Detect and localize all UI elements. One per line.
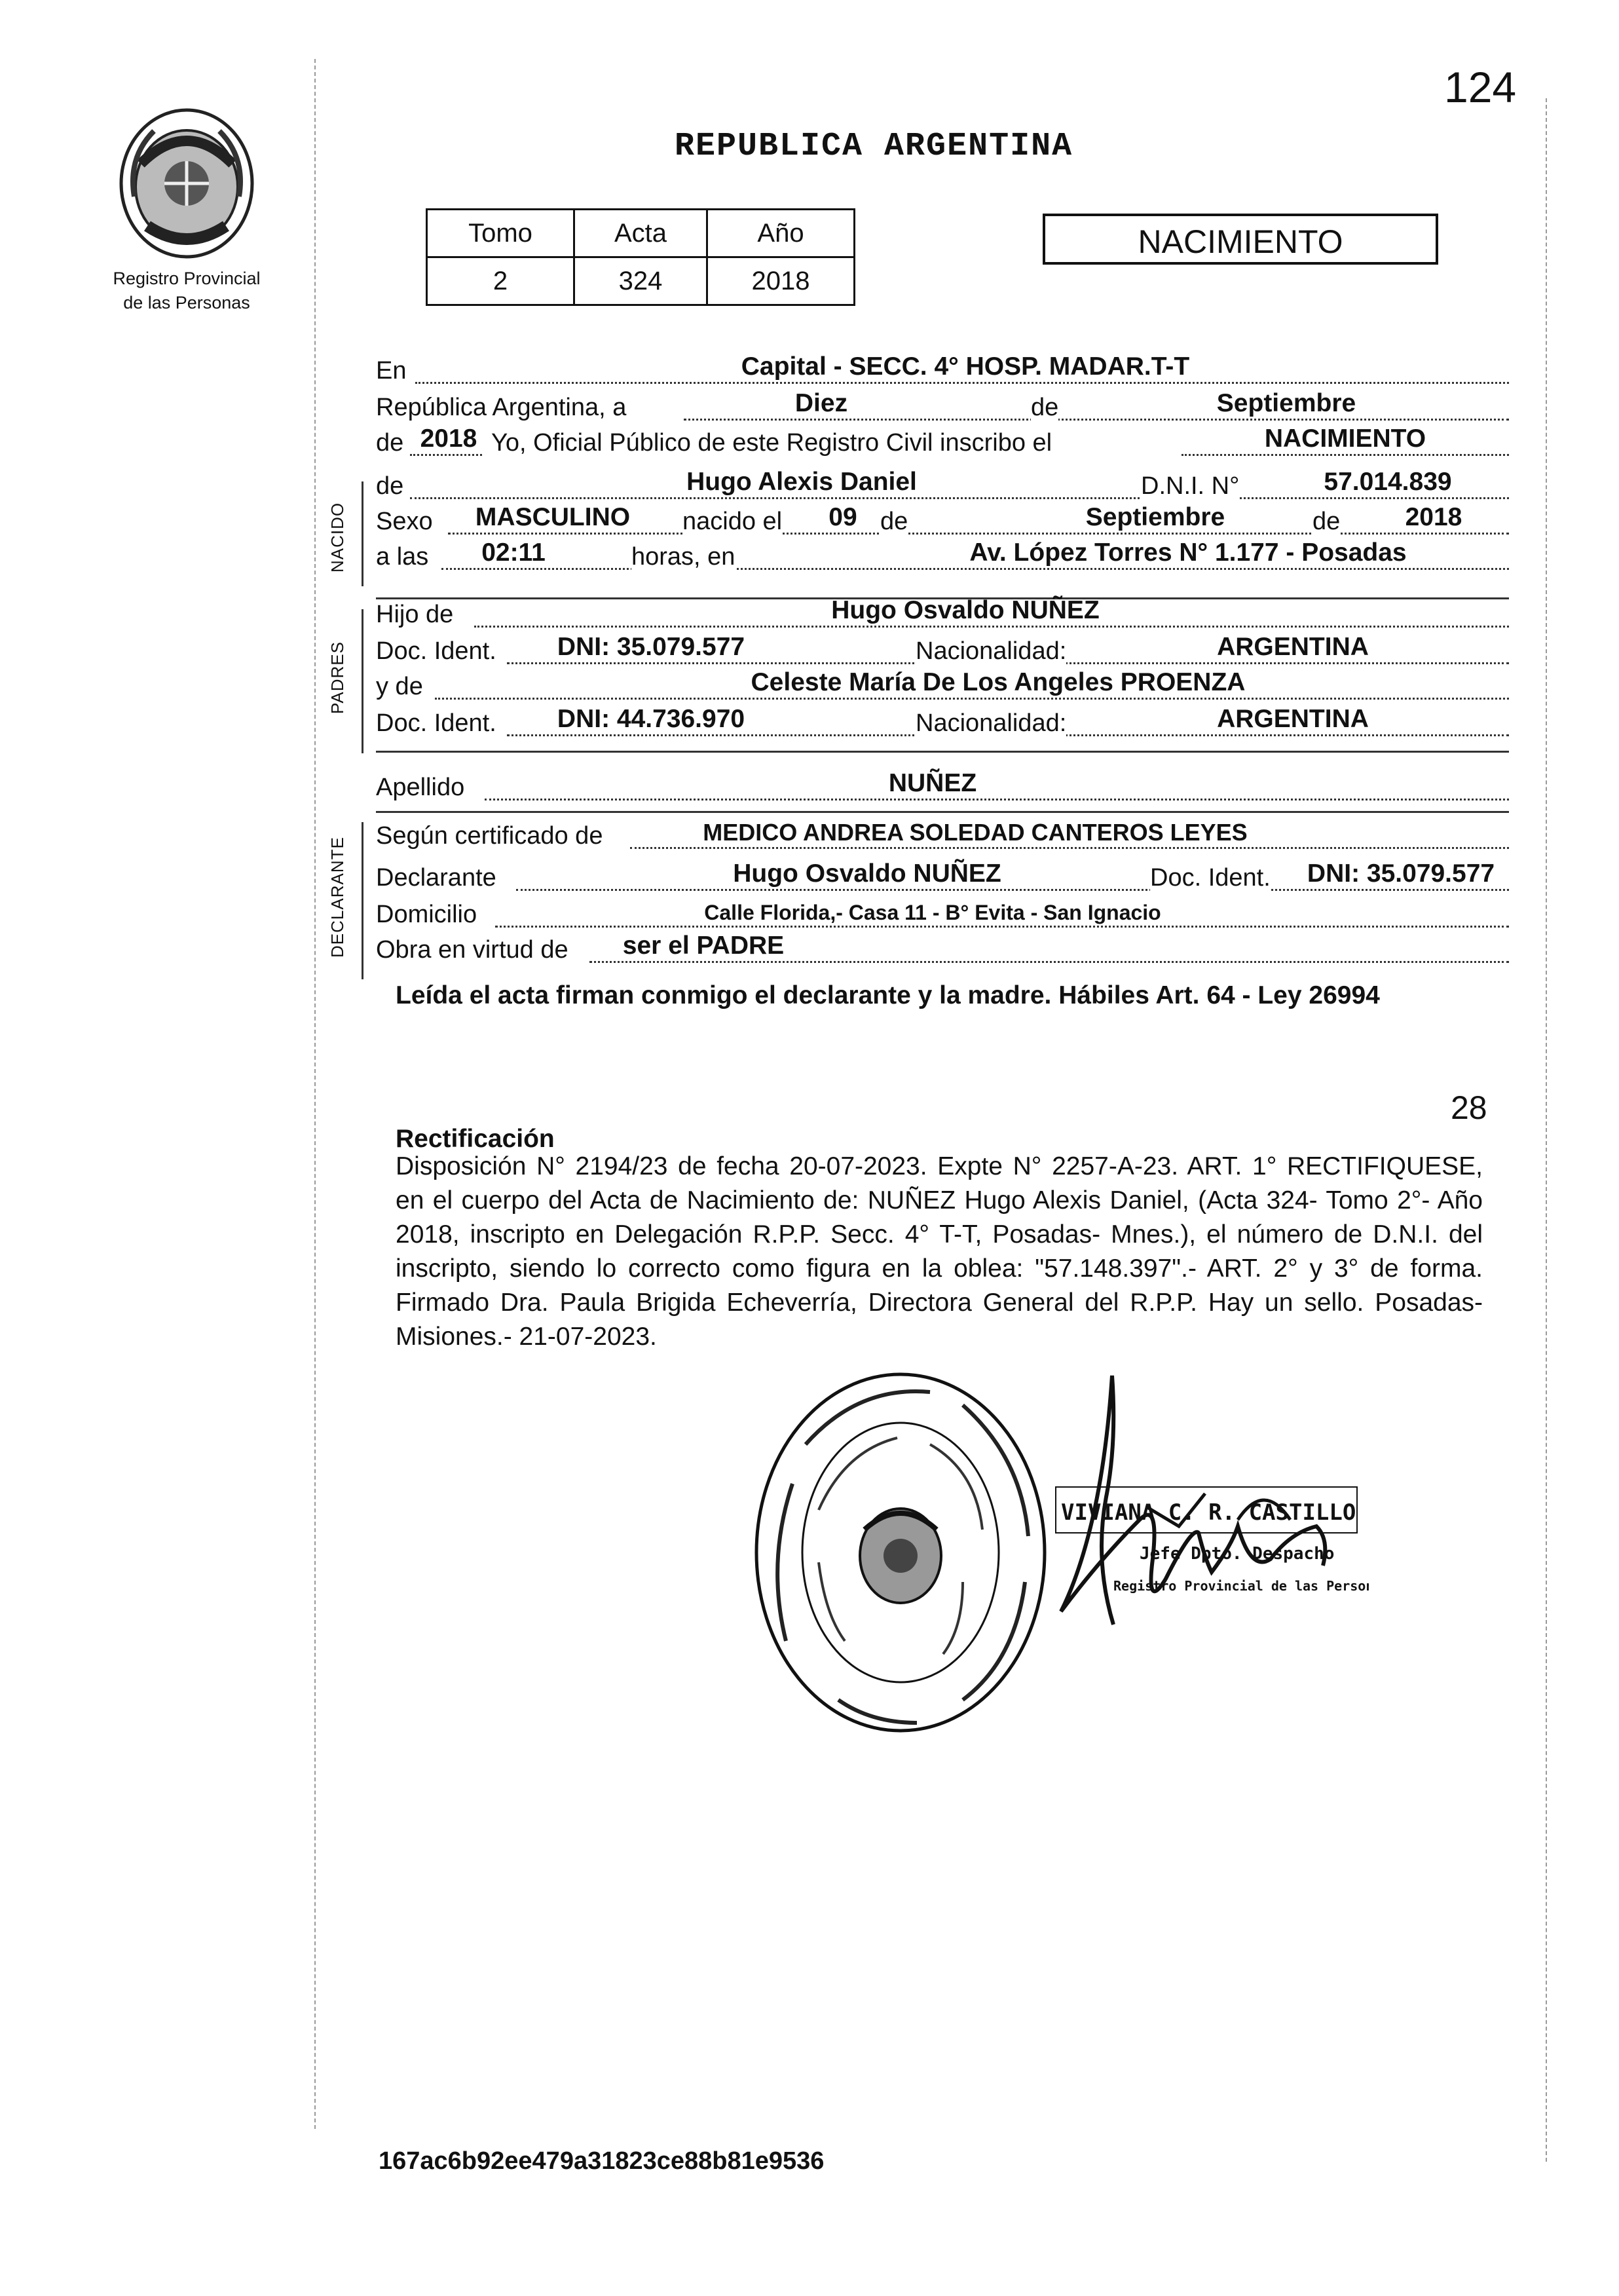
- value-father-nationality: ARGENTINA: [1217, 633, 1369, 661]
- row-inscribo: [376, 426, 1509, 460]
- rectification-number: 28: [1451, 1089, 1487, 1126]
- label-horas-en: horas, en: [631, 543, 735, 571]
- label-nationality-father: Nacionalidad:: [916, 637, 1067, 665]
- row-madre-doc: [376, 706, 1509, 740]
- section-label-nacido: NACIDO: [327, 502, 347, 573]
- value-tomo: 2: [427, 257, 574, 305]
- seal-stamp-icon: [747, 1366, 1054, 1739]
- value-anio: 2018: [707, 257, 855, 305]
- value-dni: 57.014.839: [1324, 468, 1452, 496]
- rectification-text: Disposición N° 2194/23 de fecha 20-07-2023. Expte N° 2257-A-23. ART. 1° RECTIFIQUESE, en el cuerpo del Acta de Nacimiento de: NUÑEZ Hugo Alexis Daniel, (Acta 324- Tomo 2°- Año 2018, inscripto en Delegación R.P.P. Secc. 4° T-T, Posadas- Mnes.), el número de D.N.I. del inscripto, siendo lo correcto como figura en la oblea: "57.148.397".- ART. 2° y 3° de forma. Firmado Dra. Paula Brigida Echeverría, Directora General del R.P.P. Hay un sello. Posadas- Misiones.- 21-07-2023.: [396, 1152, 1483, 1351]
- label-nacido-el: nacido el: [682, 508, 783, 535]
- value-sexo: MASCULINO: [475, 503, 631, 531]
- section-bar-nacido: [362, 481, 363, 586]
- label-dni: D.N.I. N°: [1141, 472, 1240, 500]
- label-de-month: de: [1031, 394, 1059, 421]
- row-obra: [376, 933, 1509, 967]
- row-domicilio: [376, 897, 1509, 932]
- label-domicilio: Domicilio: [376, 901, 477, 928]
- header-tomo: Tomo: [427, 210, 574, 257]
- value-birth-day: 09: [828, 503, 857, 531]
- label-segun-certificado: Según certificado de: [376, 822, 603, 850]
- value-place-registration: Capital - SECC. 4° HOSP. MADAR.T-T: [741, 352, 1190, 381]
- section-bar-padres: [362, 609, 363, 753]
- value-mother-nationality: ARGENTINA: [1217, 705, 1369, 733]
- divider-padres: [376, 751, 1509, 753]
- value-declarante-doc: DNI: 35.079.577: [1307, 859, 1495, 888]
- row-declarante: [376, 861, 1509, 895]
- label-apellido: Apellido: [376, 774, 465, 801]
- label-yo-oficial: Yo, Oficial Público de este Registro Civil inscribo el: [491, 429, 1052, 457]
- handwritten-signature-icon: [1041, 1363, 1369, 1664]
- value-mother-doc: DNI: 44.736.970: [557, 705, 745, 733]
- record-table: [426, 208, 855, 306]
- label-hijo-de: Hijo de: [376, 601, 454, 628]
- value-birth-year: 2018: [1405, 503, 1462, 531]
- label-a-las: a las: [376, 543, 429, 571]
- label-doc-father: Doc. Ident.: [376, 637, 496, 665]
- left-margin-line: [314, 59, 316, 2129]
- misiones-emblem-icon: [115, 105, 259, 262]
- svg-text:Registro Provincial de las Per: Registro Provincial de las Personas: [1113, 1578, 1369, 1594]
- value-acta: 324: [574, 257, 707, 305]
- svg-text:Jefe Dpto. Despacho: Jefe Dpto. Despacho: [1140, 1544, 1335, 1564]
- right-margin-line: [1546, 98, 1547, 2162]
- row-fecha: [376, 390, 1509, 424]
- closing-note: Leída el acta firman conmigo el declarante y la madre. Hábiles Art. 64 - Ley 26994: [396, 981, 1380, 1009]
- official-stamp: [747, 1366, 1054, 1742]
- row-padre-doc: [376, 634, 1509, 668]
- label-republica: República Argentina, a: [376, 394, 627, 421]
- label-sexo: Sexo: [376, 508, 433, 535]
- header-anio: Año: [707, 210, 855, 257]
- signature: [1041, 1363, 1369, 1667]
- value-month: Septiembre: [1216, 389, 1356, 417]
- value-apellido: NUÑEZ: [888, 769, 977, 797]
- row-nombre: [376, 469, 1509, 503]
- header-acta: Acta: [574, 210, 707, 257]
- value-name: Hugo Alexis Daniel: [686, 468, 917, 496]
- label-en: En: [376, 357, 407, 385]
- label-de-name: de: [376, 472, 404, 500]
- logo-caption-line2: de las Personas: [123, 293, 250, 312]
- label-nationality-mother: Nacionalidad:: [916, 709, 1067, 737]
- row-sexo: [376, 504, 1509, 538]
- document-title: REPUBLICA ARGENTINA: [675, 128, 1073, 165]
- logo-caption-line1: Registro Provincial: [113, 269, 261, 288]
- label-declarante: Declarante: [376, 864, 496, 892]
- row-hora: [376, 540, 1509, 574]
- value-obra: ser el PADRE: [622, 932, 785, 960]
- record-type-box: NACIMIENTO: [1043, 214, 1438, 265]
- label-doc-declarante: Doc. Ident.: [1150, 864, 1271, 892]
- label-de-birth-year: de: [1312, 508, 1341, 535]
- row-en: [376, 354, 1509, 388]
- section-label-declarante: DECLARANTE: [327, 837, 347, 958]
- value-hour: 02:11: [481, 538, 546, 567]
- value-declarante: Hugo Osvaldo NUÑEZ: [733, 859, 1001, 888]
- value-father-name: Hugo Osvaldo NUÑEZ: [831, 596, 1100, 624]
- svg-text:VIVIANA C. R. CASTILLO: VIVIANA C. R. CASTILLO: [1061, 1499, 1356, 1526]
- section-label-padres: PADRES: [327, 641, 347, 715]
- section-bar-declarante: [362, 822, 363, 979]
- value-day: Diez: [794, 389, 848, 417]
- registry-logo: [98, 105, 275, 314]
- page-number: 124: [1444, 63, 1517, 111]
- value-inscribo: NACIMIENTO: [1264, 424, 1426, 453]
- label-doc-mother: Doc. Ident.: [376, 709, 496, 737]
- rectification-title: Rectificación: [396, 1125, 555, 1153]
- label-y-de: y de: [376, 673, 423, 700]
- value-domicilio: Calle Florida,- Casa 11 - B° Evita - San Ignacio: [704, 901, 1161, 924]
- value-birth-month: Septiembre: [1085, 503, 1225, 531]
- row-certificado: [376, 819, 1509, 853]
- label-de-birth-month: de: [880, 508, 908, 535]
- value-birth-place: Av. López Torres N° 1.177 - Posadas: [969, 538, 1407, 567]
- row-madre: [376, 669, 1509, 704]
- row-apellido: [376, 770, 1509, 804]
- value-certificado: MEDICO ANDREA SOLEDAD CANTEROS LEYES: [703, 819, 1248, 846]
- value-father-doc: DNI: 35.079.577: [557, 633, 745, 661]
- value-mother-name: Celeste María De Los Angeles PROENZA: [751, 668, 1246, 696]
- divider-apellido: [376, 811, 1509, 813]
- label-de-year: de: [376, 429, 404, 457]
- document-hash: 167ac6b92ee479a31823ce88b81e9536: [379, 2147, 825, 2175]
- label-obra-virtud: Obra en virtud de: [376, 936, 568, 964]
- row-padre: [376, 597, 1509, 631]
- value-year: 2018: [420, 424, 477, 453]
